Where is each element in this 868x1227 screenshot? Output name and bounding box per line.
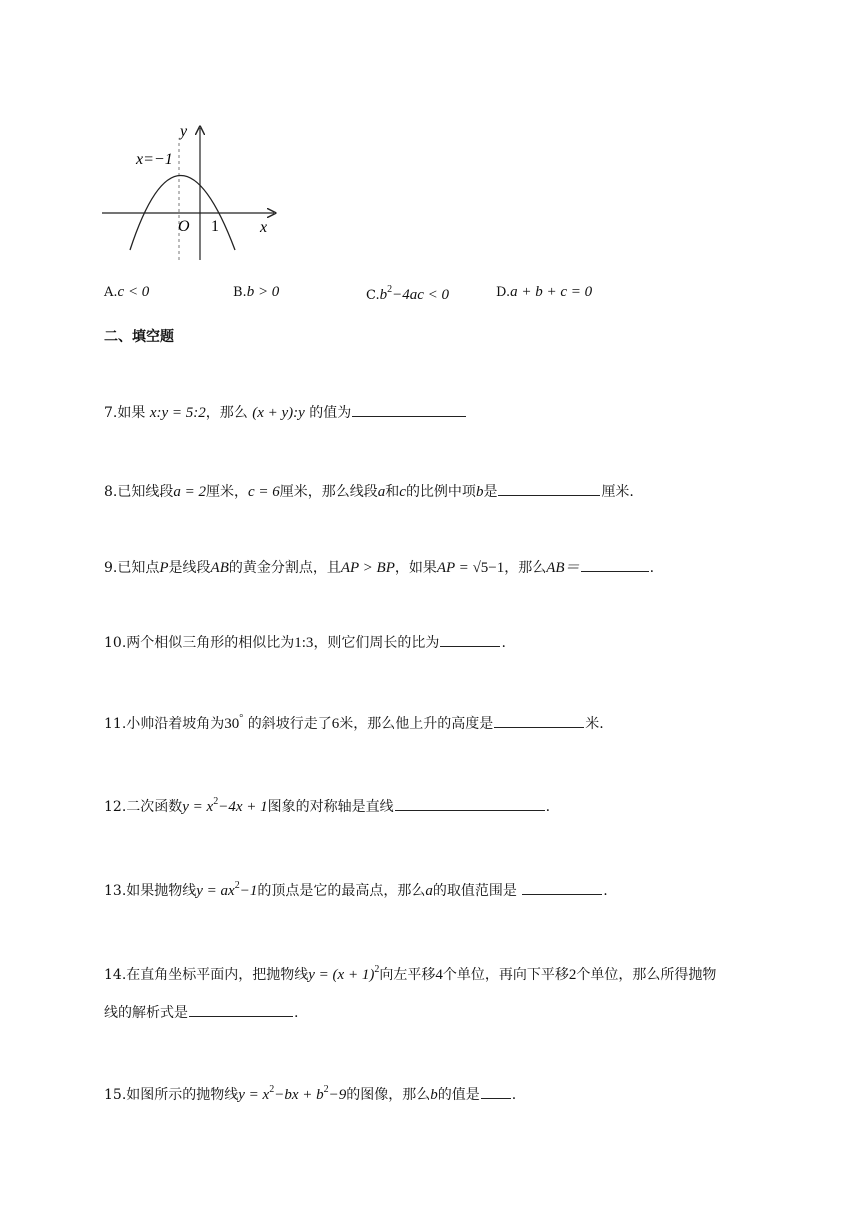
question-8: 8.已知线段a = 2厘米，c = 6厘米，那么线段a和c的比例中项b是 厘米. <box>104 481 634 501</box>
origin-label: O <box>178 218 190 235</box>
answer-blank[interactable] <box>498 481 600 496</box>
section-title: 二、填空题 <box>104 329 174 345</box>
question-14-line-2: 线的解析式是 . <box>104 1002 298 1022</box>
question-15: 15.如图所示的抛物线$y = x^2-bx + b^2-9$的图像，那么b的值是 . <box>104 1084 517 1103</box>
tick-one-label: 1 <box>211 218 219 235</box>
answer-blank[interactable] <box>352 402 466 417</box>
x-axis-label: x <box>260 219 268 236</box>
question-12: 12.二次函数$y = x^2-4x + 1$图象的对称轴是直线 . <box>104 796 551 815</box>
parabola-graph <box>98 118 288 268</box>
y-axis-label: y <box>180 123 188 140</box>
option-c: $C.b^2-4ac < 0$ <box>366 284 450 303</box>
answer-blank[interactable] <box>494 713 584 728</box>
option-a: A.c < 0 <box>104 284 150 300</box>
answer-blank[interactable] <box>189 1002 293 1017</box>
question-13: 13.如果抛物线$y = ax^2-1$的顶点是它的最高点，那么a的取值范围是 . <box>104 880 608 899</box>
answer-blank[interactable] <box>395 796 545 811</box>
answer-blank[interactable] <box>481 1084 511 1099</box>
answer-blank[interactable] <box>522 880 602 895</box>
answer-blank[interactable] <box>581 557 649 572</box>
question-9: 9.已知点P是线段AB的黄金分割点，且AP > BP，如果AP = √5−1，那么AB＝ . <box>104 556 654 577</box>
symmetry-axis-label: x=−1 <box>136 151 173 168</box>
answer-blank[interactable] <box>440 632 500 647</box>
option-b: B.b > 0 <box>233 284 280 300</box>
question-14: 14.在直角坐标平面内，把抛物线$y = (x + 1)^2$向左平移4个单位，再向下平移2个单位，那么所得抛物 <box>104 964 717 983</box>
question-7: 7.如果 x:y = 5:2，那么 (x + y):y 的值为 <box>104 402 467 422</box>
question-10: 10.两个相似三角形的相似比为1:3，则它们周长的比为 . <box>104 632 506 652</box>
question-11: 11.小帅沿着坡角为30° 的斜坡行走了6米，那么他上升的高度是 米. <box>104 713 604 732</box>
option-d: D.a + b + c = 0 <box>496 284 593 300</box>
